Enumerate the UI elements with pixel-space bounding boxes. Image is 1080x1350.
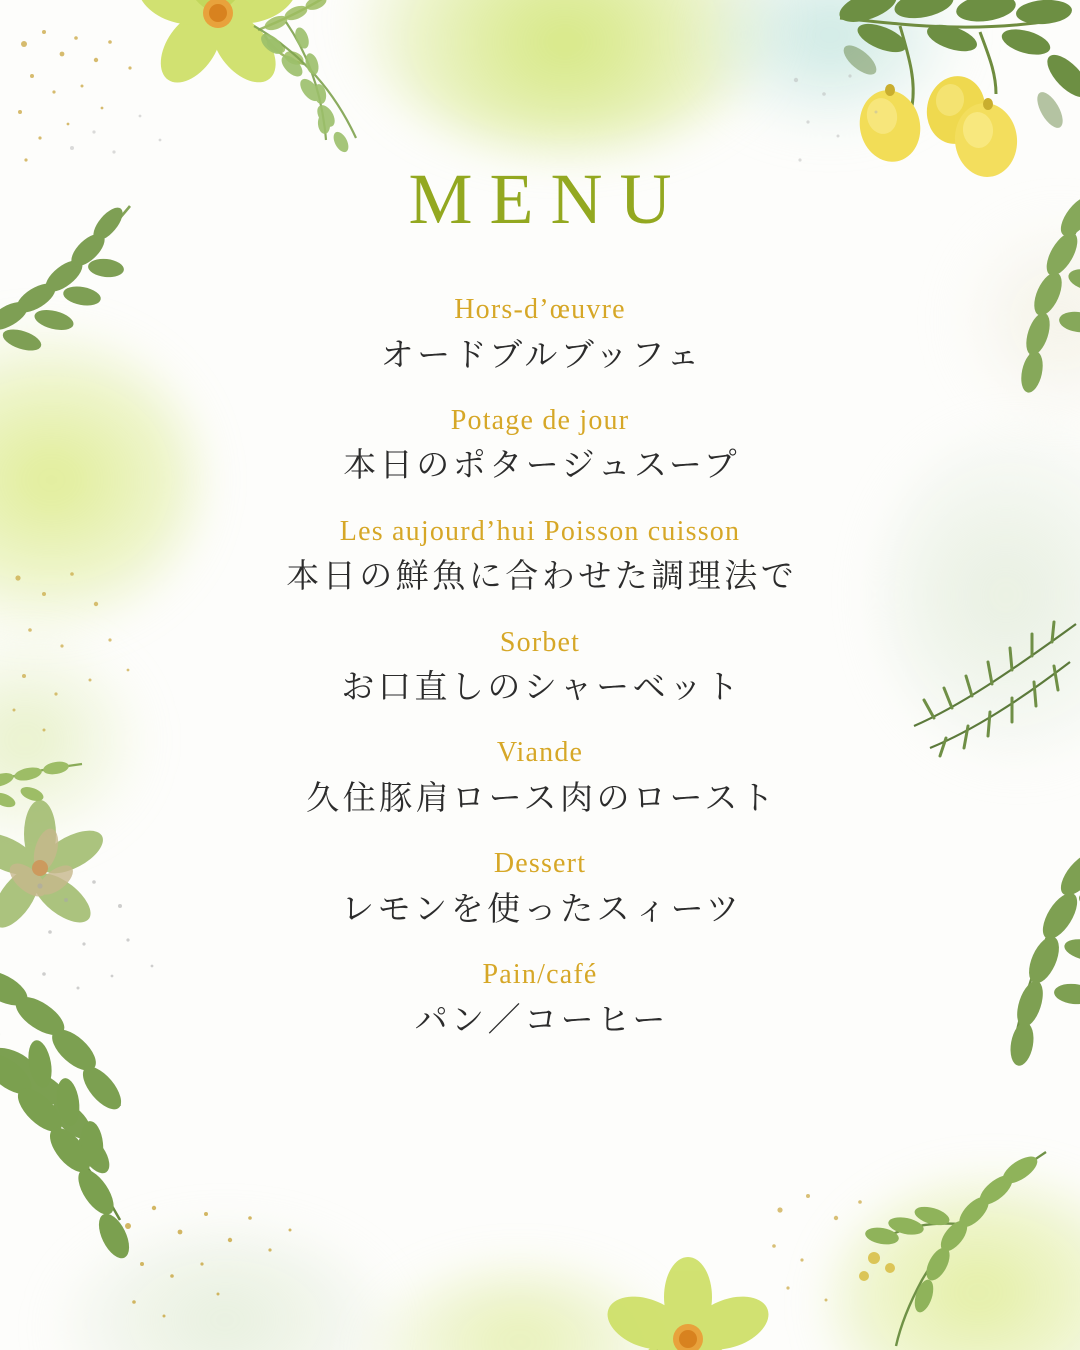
course-item-viande: [0, 736, 1080, 820]
course-title-japanese: 本日のポタージュスープ: [343, 448, 741, 485]
course-title-french: Hors-d’œuvre: [454, 294, 626, 325]
course-title-french: Sorbet: [499, 626, 581, 658]
course-item-potage: [0, 404, 1080, 488]
course-title-japanese: お口直しのシャーベット: [341, 670, 743, 707]
course-title-japanese: オードブルブッフェ: [380, 337, 703, 374]
course-title-japanese: 本日の鮮魚に合わせた調理法で: [286, 559, 798, 596]
course-item-poisson: [0, 515, 1080, 599]
course-title-french: Pain/café: [482, 959, 598, 991]
course-title-french: Potage de jour: [450, 404, 630, 436]
course-title-french: Les aujourd’hui Poisson cuisson: [339, 515, 741, 547]
course-title-japanese: 久住豚肩ロース肉のロースト: [306, 780, 778, 817]
course-item-pain-cafe: [0, 958, 1080, 1042]
course-item-dessert: [0, 847, 1080, 931]
course-title-japanese: パン／コーヒー: [414, 1002, 669, 1039]
course-list: [0, 293, 1080, 1069]
page-title: MENU: [408, 159, 689, 239]
course-item-hors-doeuvre: [0, 293, 1080, 377]
course-item-sorbet: [0, 626, 1080, 710]
course-title-japanese: レモンを使ったスィーツ: [341, 891, 743, 928]
course-title-french: Dessert: [493, 848, 587, 880]
course-title-french: Viande: [496, 737, 584, 769]
